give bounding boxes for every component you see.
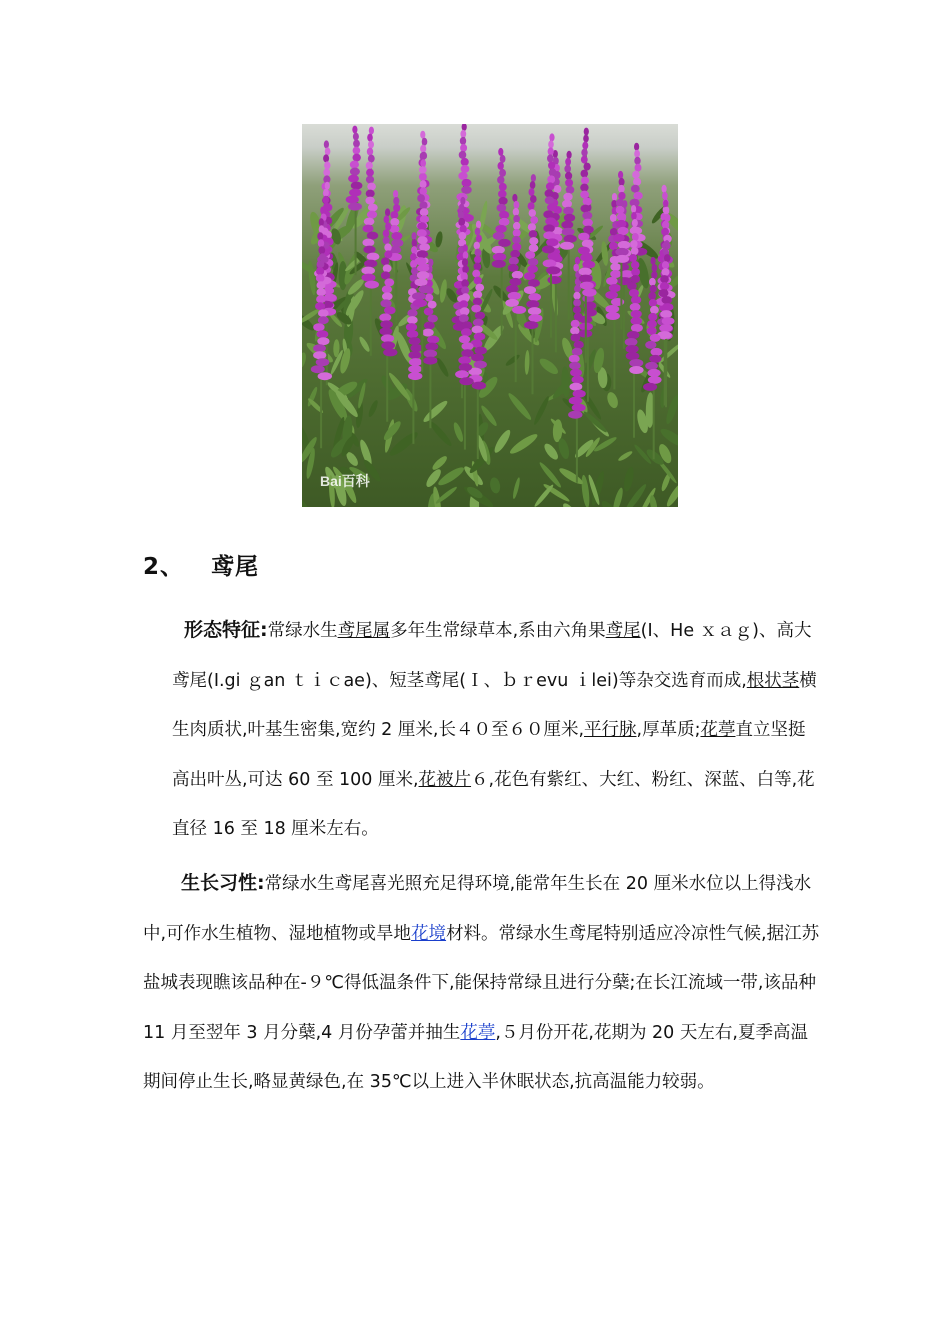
term-link[interactable]: 平行脉 xyxy=(584,720,637,740)
leaf-shape xyxy=(436,465,466,488)
text-run: (I、He ｘａｇ)、高大鸢尾(I.gi ｇan ｔｉｃae)、短茎鸢尾(Ｉ、ｂｒevu ｉlei)等杂交选育而成, xyxy=(172,621,812,691)
morphology-label: 形态特征: xyxy=(184,619,268,641)
leaf-shape xyxy=(435,357,450,378)
section-title: 鸢尾 xyxy=(211,554,259,580)
text-run: ,５月份开花,花期为 20 天左右,夏季高温期间停止生长,略显黄绿色,在 35℃以上进入半休眠状态,抗高温能力较弱。 xyxy=(143,1022,808,1092)
text-run: 多年生常绿草本,系由六角果 xyxy=(390,621,606,641)
leaf-shape xyxy=(428,420,454,448)
term-link[interactable]: 花被片 xyxy=(418,769,472,790)
term-link[interactable]: 鸢尾 xyxy=(605,621,641,641)
text-run: 材料。常绿水生鸢尾特别适应冷凉性气候,据江苏盐城表现瞧该品种在-９℃得低温条件下,能保持常绿且进行分蘖;在长江流域一带,该品种 11 月至翌年 3 月分蘖,4 月份孕蕾并抽生 xyxy=(143,923,820,1043)
leaf-shape xyxy=(538,461,563,489)
hyperlink[interactable]: 花境 xyxy=(411,923,447,944)
flower-spike xyxy=(346,126,363,276)
section-heading xyxy=(143,548,259,581)
term-link[interactable]: 根状茎 xyxy=(746,670,800,691)
text-run: ,厚革质; xyxy=(636,720,701,740)
section-number: 2、 xyxy=(143,554,185,580)
leaf-shape xyxy=(622,466,635,492)
habit-paragraph xyxy=(143,859,823,1108)
hyperlink[interactable]: 花葶 xyxy=(460,1022,496,1043)
leaf-shape xyxy=(424,467,443,489)
leaf-shape xyxy=(307,260,317,296)
text-run: 常绿水生鸢尾喜光照充足得环境,能常年生长在 20 厘米水位以上得浅水中,可作水生植物、湿地植物或旱地 xyxy=(143,874,812,944)
leaf-shape xyxy=(434,231,443,248)
term-link[interactable]: 花葶 xyxy=(700,720,736,740)
habit-label: 生长习性: xyxy=(181,872,265,894)
leaf-shape xyxy=(489,477,501,495)
leaf-shape xyxy=(542,441,560,461)
leaf-shape xyxy=(524,350,529,375)
leaf-shape xyxy=(508,431,540,456)
leaf-shape xyxy=(537,356,560,377)
leaf-shape xyxy=(506,391,533,422)
morphology-paragraph xyxy=(172,606,822,855)
leaf-shape xyxy=(561,501,577,507)
leaf-shape xyxy=(431,454,449,472)
leaf-shape xyxy=(605,391,619,410)
leaf-shape xyxy=(617,450,633,463)
leaf-shape xyxy=(452,421,465,443)
leaf-shape xyxy=(611,487,624,507)
watermark: Bai百科 xyxy=(320,473,370,489)
flower-illustration xyxy=(302,124,678,507)
leaf-shape xyxy=(532,395,551,426)
plant-photo xyxy=(302,124,678,507)
text-run: 常绿水生 xyxy=(267,621,338,641)
leaf-shape xyxy=(358,335,372,353)
leaf-shape xyxy=(421,398,449,424)
term-link[interactable]: 鸢尾属 xyxy=(337,621,391,641)
text-run: 横生肉质状,叶基生密集,宽约 2 厘米,长４０至６０厘米, xyxy=(172,670,817,740)
leaf-shape xyxy=(558,466,585,487)
text-run: ６,花色有紫红、大红、粉红、深蓝、白等,花直径 16 至 18 厘米左右。 xyxy=(172,769,815,839)
leaf-shape xyxy=(302,352,307,369)
leaf-shape xyxy=(492,428,513,455)
text-run: 直立坚挺高出叶丛,可达 60 至 100 厘米, xyxy=(172,720,806,790)
leaf-shape xyxy=(512,477,521,500)
leaf-shape xyxy=(504,353,521,367)
leaf-shape xyxy=(302,496,312,507)
flower-spike xyxy=(455,244,474,449)
leaf-shape xyxy=(533,483,555,507)
leaf-shape xyxy=(367,399,380,418)
